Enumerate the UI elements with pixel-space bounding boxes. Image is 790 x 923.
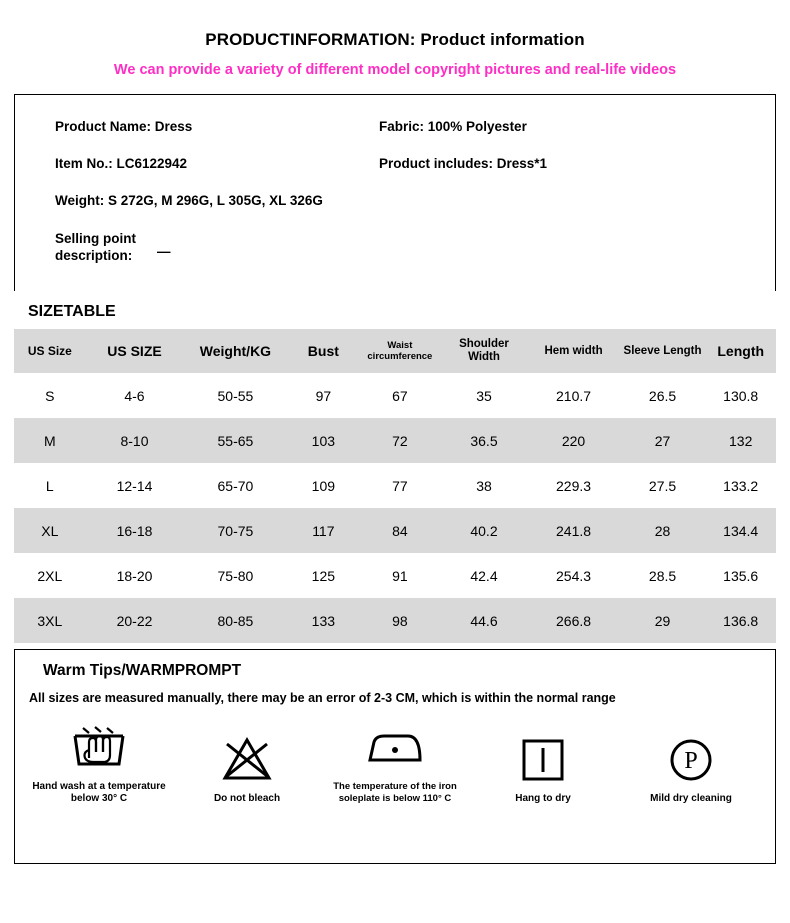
cell-size: S bbox=[45, 387, 55, 404]
cell-length: 133.2 bbox=[723, 477, 759, 494]
cell-hem-width: 254.3 bbox=[556, 567, 592, 584]
cell-weight: 65-70 bbox=[217, 477, 254, 494]
fabric: Fabric: 100% Polyester bbox=[379, 119, 527, 134]
cell-bust: 133 bbox=[288, 598, 360, 643]
cell-us-size: 4-6 bbox=[124, 387, 145, 404]
cell-shoulder: 35 bbox=[476, 387, 492, 404]
care-item-do-not-bleach bbox=[173, 733, 321, 805]
cell-size: 3XL bbox=[14, 598, 86, 643]
cell-bust: 109 bbox=[311, 477, 336, 494]
col-header-weight: Weight/KG bbox=[183, 329, 287, 373]
cell-sleeve-length: 27.5 bbox=[648, 477, 677, 494]
cell-shoulder: 42.4 bbox=[470, 567, 498, 584]
cell-sleeve-length: 27 bbox=[620, 418, 706, 463]
cell-bust: 117 bbox=[288, 508, 360, 553]
col-header-sleeve-length: Sleeve Length bbox=[620, 329, 706, 373]
size-table-wrap bbox=[14, 329, 776, 643]
care-item-hang-to-dry bbox=[469, 733, 617, 805]
cell-waist: 67 bbox=[392, 387, 408, 404]
care-label-hand-wash: Hand wash at a temperature below 30° C bbox=[32, 781, 166, 804]
product-name: Product Name: Dress bbox=[55, 119, 193, 134]
cell-sleeve-length: 29 bbox=[620, 598, 706, 643]
size-table-title: SIZETABLE bbox=[28, 303, 116, 320]
product-info-box bbox=[14, 94, 776, 291]
cell-size: 2XL bbox=[37, 567, 63, 584]
cell-us-size: 8-10 bbox=[86, 418, 184, 463]
table-row bbox=[14, 373, 776, 418]
cell-shoulder: 36.5 bbox=[441, 418, 528, 463]
cell-hem-width: 220 bbox=[527, 418, 619, 463]
info-row bbox=[15, 193, 775, 208]
svg-text:P: P bbox=[684, 748, 698, 774]
item-no: Item No.: LC6122942 bbox=[55, 156, 188, 171]
col-header-hem-width: Hem width bbox=[527, 329, 619, 373]
info-row bbox=[15, 156, 775, 171]
cell-weight: 50-55 bbox=[217, 387, 254, 404]
product-info-grid bbox=[15, 95, 775, 264]
cell-sleeve-length: 28 bbox=[620, 508, 706, 553]
mild-dry-clean-icon bbox=[617, 733, 765, 785]
table-header-row bbox=[14, 329, 776, 373]
size-table bbox=[14, 329, 776, 643]
care-label-do-not-bleach: Do not bleach bbox=[213, 793, 281, 804]
cell-shoulder: 40.2 bbox=[441, 508, 528, 553]
col-header-us-size-range: US SIZE bbox=[86, 329, 184, 373]
table-row bbox=[14, 553, 776, 598]
cell-us-size: 18-20 bbox=[116, 567, 153, 584]
hang-to-dry-icon bbox=[469, 733, 617, 785]
size-table-head bbox=[14, 329, 776, 373]
cell-sleeve-length: 26.5 bbox=[648, 387, 677, 404]
cell-us-size: 12-14 bbox=[116, 477, 153, 494]
page-title: PRODUCTINFORMATION: Product information bbox=[205, 30, 585, 49]
table-row bbox=[14, 463, 776, 508]
cell-waist: 72 bbox=[359, 418, 440, 463]
cell-sleeve-length: 28.5 bbox=[648, 567, 677, 584]
info-row bbox=[15, 119, 775, 134]
hand-wash-icon bbox=[25, 721, 173, 773]
cell-shoulder: 38 bbox=[476, 477, 492, 494]
iron-low-temp-icon bbox=[321, 721, 469, 773]
cell-weight: 80-85 bbox=[183, 598, 287, 643]
col-header-length: Length bbox=[705, 329, 776, 373]
cell-size: L bbox=[45, 477, 54, 494]
cell-bust: 103 bbox=[288, 418, 360, 463]
care-label-dry-clean: Mild dry cleaning bbox=[650, 793, 732, 804]
warm-tips-title: Warm Tips/WARMPROMPT bbox=[43, 662, 242, 679]
cell-waist: 84 bbox=[359, 508, 440, 553]
col-header-waist: Waist circumference bbox=[359, 329, 440, 373]
page-subtitle: We can provide a variety of different model copyright pictures and real-life videos bbox=[113, 62, 677, 78]
warm-tips-text: All sizes are measured manually, there may be an error of 2-3 CM, which is within the normal range bbox=[29, 691, 616, 705]
cell-weight: 75-80 bbox=[217, 567, 254, 584]
care-instructions-row bbox=[15, 707, 775, 805]
cell-size: M bbox=[14, 418, 86, 463]
info-empty bbox=[375, 193, 379, 208]
care-item-hand-wash bbox=[25, 721, 173, 805]
care-label-hang-to-dry: Hang to dry bbox=[515, 793, 571, 804]
col-header-bust: Bust bbox=[288, 329, 360, 373]
do-not-bleach-icon bbox=[173, 733, 321, 785]
cell-hem-width: 210.7 bbox=[556, 387, 592, 404]
cell-hem-width: 241.8 bbox=[527, 508, 619, 553]
table-row bbox=[14, 598, 776, 643]
cell-shoulder: 44.6 bbox=[441, 598, 528, 643]
cell-bust: 125 bbox=[311, 567, 336, 584]
cell-weight: 55-65 bbox=[183, 418, 287, 463]
selling-point-label: Selling point description: bbox=[55, 231, 136, 263]
cell-waist: 91 bbox=[392, 567, 408, 584]
care-item-iron bbox=[321, 721, 469, 805]
cell-waist: 98 bbox=[359, 598, 440, 643]
cell-waist: 77 bbox=[392, 477, 408, 494]
cell-length: 135.6 bbox=[723, 567, 759, 584]
cell-length: 134.4 bbox=[705, 508, 776, 553]
product-includes: Product includes: Dress*1 bbox=[379, 156, 548, 171]
cell-length: 132 bbox=[705, 418, 776, 463]
weight: Weight: S 272G, M 296G, L 305G, XL 326G bbox=[55, 193, 323, 208]
cell-size: XL bbox=[14, 508, 86, 553]
cell-us-size: 16-18 bbox=[86, 508, 184, 553]
cell-weight: 70-75 bbox=[183, 508, 287, 553]
col-header-shoulder: Shoulder Width bbox=[441, 329, 528, 373]
cell-bust: 97 bbox=[315, 387, 332, 404]
cell-length: 130.8 bbox=[723, 387, 759, 404]
selling-point-value: — bbox=[157, 244, 171, 259]
col-header-us-size: US Size bbox=[14, 329, 86, 373]
cell-hem-width: 266.8 bbox=[527, 598, 619, 643]
table-row bbox=[14, 418, 776, 463]
cell-hem-width: 229.3 bbox=[556, 477, 592, 494]
care-label-iron: The temperature of the iron soleplate is below 110° C bbox=[333, 781, 457, 804]
cell-length: 136.8 bbox=[705, 598, 776, 643]
selling-point-row bbox=[15, 230, 775, 264]
warm-tips-box bbox=[14, 649, 776, 864]
table-row bbox=[14, 508, 776, 553]
cell-us-size: 20-22 bbox=[86, 598, 184, 643]
care-item-dry-clean bbox=[617, 733, 765, 805]
size-table-body bbox=[14, 373, 776, 643]
